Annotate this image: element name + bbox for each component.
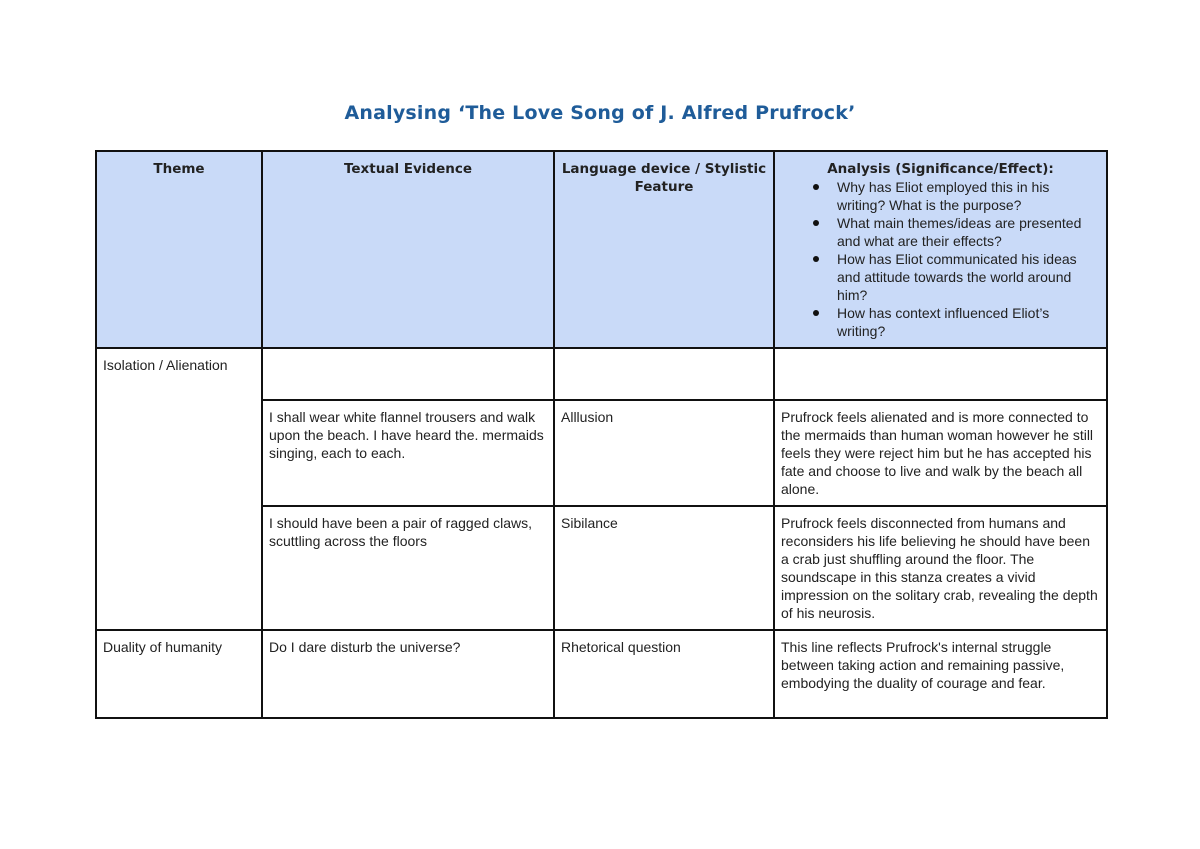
header-theme: Theme	[96, 151, 262, 348]
analysis-prompt-item	[811, 304, 1100, 340]
cell-device: Rhetorical question	[554, 630, 774, 718]
analysis-prompt-text: Why has Eliot employed this in his writing? What is the purpose?	[837, 179, 1050, 213]
header-language-device: Language device / Stylistic Feature	[554, 151, 774, 348]
cell-analysis: This line reflects Prufrock's internal struggle between taking action and remaining passive, embodying the duality of courage and fear.	[774, 630, 1107, 718]
analysis-prompt-list	[781, 178, 1100, 340]
cell-analysis: Prufrock feels disconnected from humans and reconsiders his life believing he should have been a crab just shuffling around the floor. The soundscape in this stanza creates a vivid impression on the solitary crab, revealing the depth of his neurosis.	[774, 506, 1107, 630]
analysis-prompt-item	[811, 178, 1100, 214]
cell-evidence: I should have been a pair of ragged claws, scuttling across the floors	[262, 506, 554, 630]
analysis-prompt-item	[811, 214, 1100, 250]
table-header-row	[96, 151, 1107, 348]
cell-device: Sibilance	[554, 506, 774, 630]
cell-theme: Duality of humanity	[96, 630, 262, 718]
bullet-icon	[813, 220, 819, 226]
page-title: Analysing ‘The Love Song of J. Alfred Prufrock’	[344, 102, 856, 124]
cell-analysis	[774, 348, 1107, 400]
cell-evidence	[262, 348, 554, 400]
cell-analysis: Prufrock feels alienated and is more connected to the mermaids than human woman however he still feels they were reject him but he has accepted his fate and choose to live and walk by the beach all alone.	[774, 400, 1107, 506]
cell-device	[554, 348, 774, 400]
analysis-prompt-text: How has context influenced Eliot’s writing?	[837, 305, 1050, 339]
cell-evidence: Do I dare disturb the universe?	[262, 630, 554, 718]
cell-device: Alllusion	[554, 400, 774, 506]
bullet-icon	[813, 256, 819, 262]
header-analysis-label: Analysis (Significance/Effect):	[827, 161, 1054, 177]
table-row	[96, 630, 1107, 718]
table-row	[96, 348, 1107, 400]
cell-evidence: I shall wear white flannel trousers and walk upon the beach. I have heard the. mermaids singing, each to each.	[262, 400, 554, 506]
analysis-prompt-text: How has Eliot communicated his ideas and attitude towards the world around him?	[837, 251, 1077, 303]
header-textual-evidence: Textual Evidence	[262, 151, 554, 348]
bullet-icon	[813, 310, 819, 316]
analysis-table	[95, 150, 1108, 719]
analysis-prompt-text: What main themes/ideas are presented and what are their effects?	[837, 215, 1082, 249]
analysis-prompt-item	[811, 250, 1100, 304]
cell-theme: Isolation / Alienation	[96, 348, 262, 630]
header-analysis	[774, 151, 1107, 348]
bullet-icon	[813, 184, 819, 190]
